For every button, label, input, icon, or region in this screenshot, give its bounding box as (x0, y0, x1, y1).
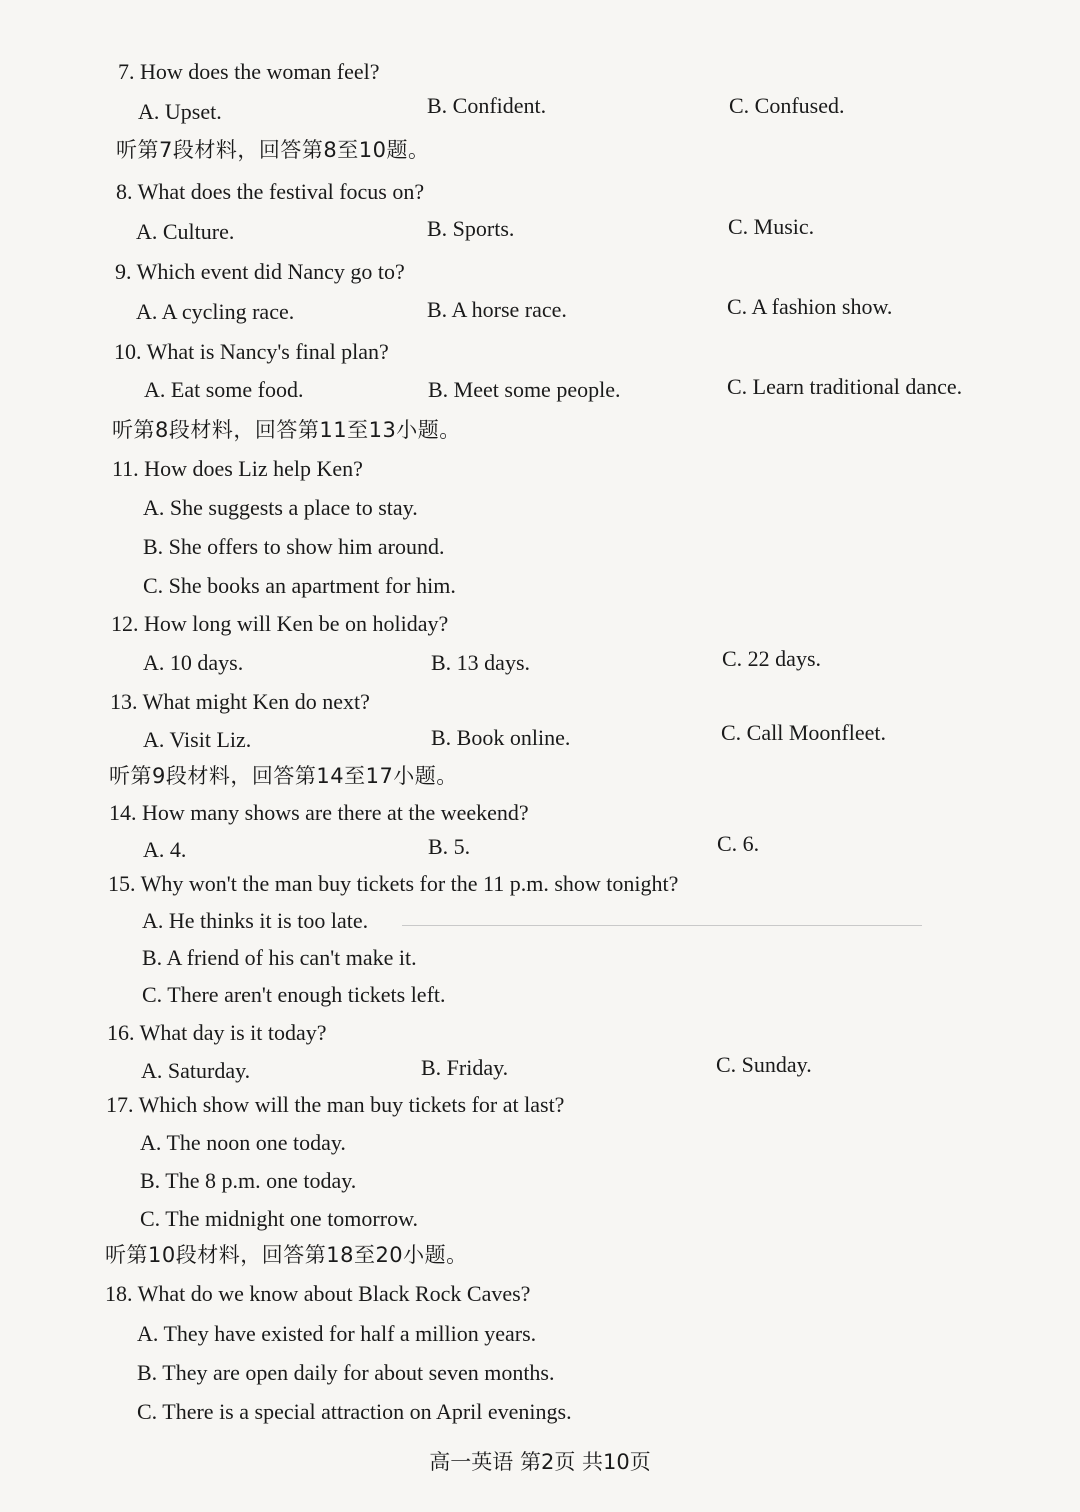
q18-stem: 18. What do we know about Black Rock Caves? (105, 1281, 531, 1306)
q10-stem: 10. What is Nancy's final plan? (114, 339, 389, 364)
q9-option-c: C. A fashion show. (727, 294, 893, 319)
q11-option-a: A. She suggests a place to stay. (143, 495, 418, 520)
q8-stem: 8. What does the festival focus on? (116, 179, 425, 204)
q11-option-b: B. She offers to show him around. (143, 534, 445, 559)
q18-option-b: B. They are open daily for about seven months. (137, 1360, 555, 1385)
q10-option-a: A. Eat some food. (144, 377, 304, 402)
section-heading-10: 听第10段材料，回答第18至20小题。 (105, 1243, 468, 1267)
section-heading-9: 听第9段材料，回答第14至17小题。 (109, 764, 458, 788)
q14-stem: 14. How many shows are there at the weekend? (109, 800, 529, 825)
q12-option-c: C. 22 days. (722, 646, 821, 671)
q10-option-b: B. Meet some people. (428, 377, 621, 402)
q9-option-b: B. A horse race. (427, 297, 567, 322)
faint-underline (402, 925, 922, 926)
q15-stem: 15. Why won't the man buy tickets for the 11 p.m. show tonight? (108, 871, 679, 896)
q11-stem: 11. How does Liz help Ken? (112, 456, 363, 481)
q16-stem: 16. What day is it today? (107, 1020, 327, 1045)
q15-option-c: C. There aren't enough tickets left. (142, 982, 446, 1007)
q12-option-b: B. 13 days. (431, 650, 530, 675)
q12-stem: 12. How long will Ken be on holiday? (111, 611, 449, 636)
section-heading-8: 听第8段材料，回答第11至13小题。 (112, 418, 461, 442)
q8-option-c: C. Music. (728, 214, 815, 239)
q15-option-a: A. He thinks it is too late. (142, 908, 369, 933)
q14-option-a: A. 4. (143, 837, 187, 862)
q12-option-a: A. 10 days. (143, 650, 244, 675)
section-heading-7: 听第7段材料，回答第8至10题。 (116, 138, 430, 162)
q11-option-c: C. She books an apartment for him. (143, 573, 456, 598)
q10-option-c: C. Learn traditional dance. (727, 374, 963, 399)
q9-option-a: A. A cycling race. (136, 299, 295, 324)
q17-stem: 17. Which show will the man buy tickets for at last? (106, 1092, 565, 1117)
q18-option-c: C. There is a special attraction on April evenings. (137, 1399, 572, 1424)
q7-option-c: C. Confused. (729, 93, 845, 118)
q8-option-a: A. Culture. (136, 219, 235, 244)
q18-option-a: A. They have existed for half a million years. (137, 1321, 537, 1346)
q7-option-b: B. Confident. (427, 93, 547, 118)
q15-option-b: B. A friend of his can't make it. (142, 945, 417, 970)
q14-option-b: B. 5. (428, 834, 471, 859)
q7-stem: 7. How does the woman feel? (118, 59, 380, 84)
page-footer: 高一英语 第2页 共10页 (429, 1450, 651, 1474)
q17-option-b: B. The 8 p.m. one today. (140, 1168, 357, 1193)
q16-option-b: B. Friday. (421, 1055, 509, 1080)
q7-option-a: A. Upset. (138, 99, 222, 124)
q17-option-c: C. The midnight one tomorrow. (140, 1206, 419, 1231)
q13-option-a: A. Visit Liz. (143, 727, 252, 752)
q13-stem: 13. What might Ken do next? (110, 689, 370, 714)
q17-option-a: A. The noon one today. (140, 1130, 346, 1155)
q16-option-c: C. Sunday. (716, 1052, 812, 1077)
q8-option-b: B. Sports. (427, 216, 515, 241)
q16-option-a: A. Saturday. (141, 1058, 251, 1083)
q14-option-c: C. 6. (717, 831, 760, 856)
q9-stem: 9. Which event did Nancy go to? (115, 259, 405, 284)
q13-option-b: B. Book online. (431, 725, 571, 750)
q13-option-c: C. Call Moonfleet. (721, 720, 886, 745)
